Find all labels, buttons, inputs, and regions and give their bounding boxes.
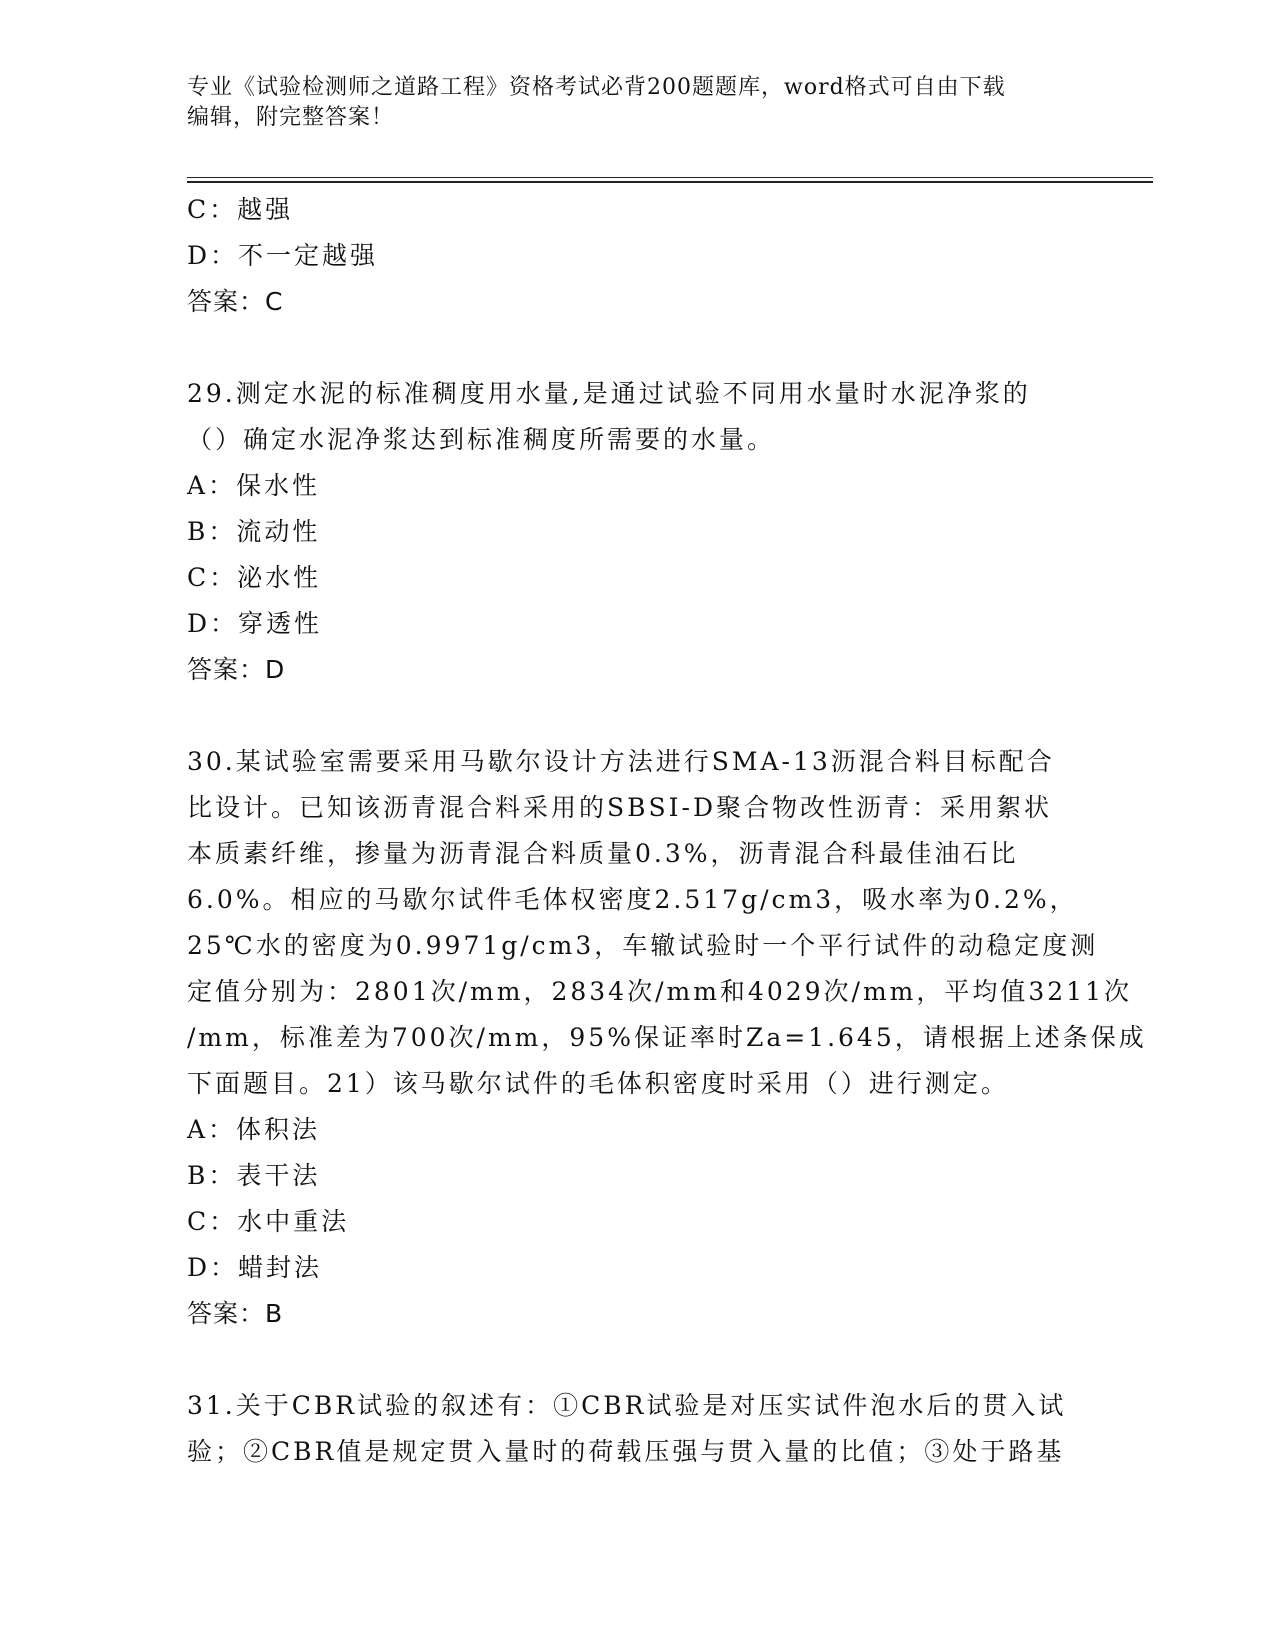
question-text-line: 验；②CBR值是规定贯入量时的荷载压强与贯入量的比值；③处于路基 [187,1437,1065,1466]
header-line-2: 编辑，附完整答案！ [187,105,395,130]
question-text-line: （）确定水泥净浆达到标准稠度所需要的水量。 [187,425,776,454]
question-text-line: 30.某试验室需要采用马歇尔设计方法进行SMA-13沥混合料目标配合 [187,747,1055,776]
question-30 [187,739,1147,1337]
option-d: D：不一定越强 [187,241,379,270]
question-29 [187,371,1087,693]
option-d: D：穿透性 [187,609,323,638]
header-line-1: 专业《试验检测师之道路工程》资格考试必背200题题库，word格式可自由下载 [187,75,1006,100]
question-text-line: 定值分别为：2801次/mm，2834次/mm和4029次/mm，平均值3211次 [187,977,1132,1006]
option-d: D：蜡封法 [187,1253,323,1282]
document-body [187,187,1147,1475]
question-text-line: 6.0%。相应的马歇尔试件毛体权密度2.517g/cm3，吸水率为0.2%， [187,885,1078,914]
header-divider-thin [187,177,1153,178]
option-a: A：体积法 [187,1115,321,1144]
answer: 答案：C [187,287,284,316]
option-c: C：泌水性 [187,563,322,592]
document-header [187,73,1067,133]
question-text-line: 25℃水的密度为0.9971g/cm3，车辙试验时一个平行试件的动稳定度测 [187,931,1099,960]
option-c: C：越强 [187,195,294,224]
answer: 答案：D [187,655,286,684]
question-text-line: 下面题目。21）该马歇尔试件的毛体积密度时采用（）进行测定。 [187,1069,1009,1098]
question-28 [187,187,1087,325]
question-text-line: /mm，标准差为700次/mm，95%保证率时Za=1.645，请根据上述条保成 [187,1023,1147,1052]
answer: 答案：B [187,1299,284,1328]
option-b: B：流动性 [187,517,321,546]
option-a: A：保水性 [187,471,321,500]
header-divider-thick [187,181,1153,183]
question-text-line: 29.测定水泥的标准稠度用水量,是通过试验不同用水量时水泥净浆的 [187,379,1031,408]
option-c: C：水中重法 [187,1207,350,1236]
question-text-line: 本质素纤维，掺量为沥青混合料质量0.3%，沥青混合科最佳油石比 [187,839,1019,868]
question-text-line: 比设计。已知该沥青混合料采用的SBSI-D聚合物改性沥青：采用絮状 [187,793,1052,822]
option-b: B：表干法 [187,1161,321,1190]
question-31 [187,1383,1087,1475]
question-text-line: 31.关于CBR试验的叙述有：①CBR试验是对压实试件泡水后的贯入试 [187,1391,1067,1420]
